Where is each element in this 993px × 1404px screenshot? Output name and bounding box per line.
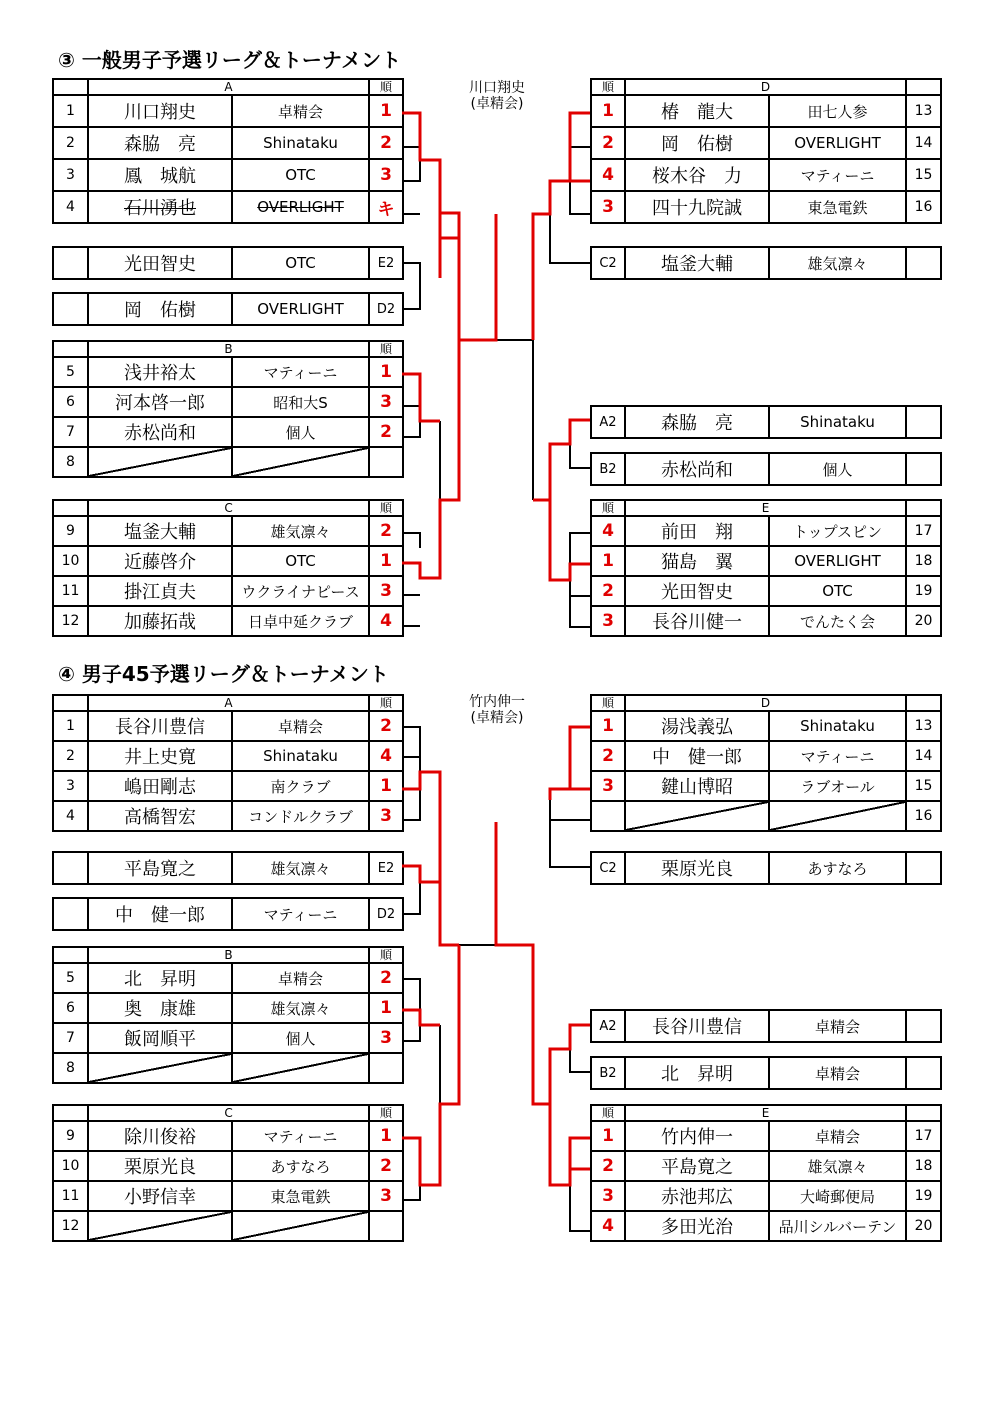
group-label: C: [88, 1105, 369, 1121]
player-rank: 1: [591, 1121, 625, 1151]
player-rank: 2: [369, 1151, 403, 1181]
player-rank: 2: [591, 576, 625, 606]
player-club: 雄気凛々: [769, 1151, 906, 1181]
player-name: 岡 佑樹: [625, 127, 769, 159]
player-number: 6: [53, 993, 88, 1023]
player-name: 岡 佑樹: [88, 293, 232, 325]
player-club: 卓精会: [232, 711, 369, 741]
player-club: 南クラブ: [232, 771, 369, 801]
player-rank: 2: [369, 711, 403, 741]
player-number: 20: [906, 606, 941, 636]
player-club: 日卓中延クラブ: [232, 606, 369, 636]
section-title: ④ 男子45予選リーグ＆トーナメント: [58, 662, 389, 686]
player-rank: 1: [591, 546, 625, 576]
player-rank: 2: [369, 417, 403, 447]
player-club: マティーニ: [232, 1121, 369, 1151]
group-label: E: [625, 500, 906, 516]
player-name: 栗原光良: [625, 852, 769, 884]
player-club: トップスピン: [769, 516, 906, 546]
player-club: Shinataku: [769, 711, 906, 741]
player-rank: 1: [369, 1121, 403, 1151]
player-name: 奥 康雄: [88, 993, 232, 1023]
player-name: 平島寛之: [88, 852, 232, 884]
player-rank: 3: [591, 191, 625, 223]
player-name: 長谷川健一: [625, 606, 769, 636]
player-rank: 3: [369, 576, 403, 606]
seed-code: D2: [369, 898, 403, 930]
player-club: Shinataku: [232, 741, 369, 771]
player-rank: 4: [591, 159, 625, 191]
player-rank: 1: [369, 546, 403, 576]
player-number: 15: [906, 771, 941, 801]
player-club: OTC: [232, 546, 369, 576]
player-club: OVERLIGHT: [769, 127, 906, 159]
player-club: マティーニ: [769, 741, 906, 771]
player-number: 11: [53, 576, 88, 606]
player-club: コンドルクラブ: [232, 801, 369, 831]
player-rank: 3: [591, 606, 625, 636]
player-name: 竹内伸一: [625, 1121, 769, 1151]
rank-header: 順: [369, 341, 403, 357]
player-club: OTC: [769, 576, 906, 606]
player-name: 長谷川豊信: [88, 711, 232, 741]
player-club: あすなろ: [769, 852, 906, 884]
player-rank: 2: [591, 741, 625, 771]
group-label: A: [88, 695, 369, 711]
player-club: ラブオール: [769, 771, 906, 801]
player-number: 13: [906, 95, 941, 127]
player-club: ウクライナピース: [232, 576, 369, 606]
player-number: 15: [906, 159, 941, 191]
rank-header: 順: [369, 695, 403, 711]
player-number: 8: [53, 1053, 88, 1083]
player-rank: 3: [369, 387, 403, 417]
champion-name: 竹内伸一: [469, 694, 525, 710]
rank-header: 順: [591, 79, 625, 95]
player-name: 嶋田剛志: [88, 771, 232, 801]
player-name: 桜木谷 力: [625, 159, 769, 191]
player-name: 湯浅義弘: [625, 711, 769, 741]
player-number: 3: [53, 159, 88, 191]
player-club: 東急電鉄: [769, 191, 906, 223]
player-club: マティーニ: [232, 898, 369, 930]
group-label: D: [625, 695, 906, 711]
rank-header: 順: [591, 1105, 625, 1121]
player-number: 18: [906, 546, 941, 576]
player-club: マティーニ: [232, 357, 369, 387]
champion-name: 川口翔史: [469, 80, 525, 96]
player-number: 14: [906, 741, 941, 771]
player-name: 井上史寛: [88, 741, 232, 771]
rank-header: 順: [591, 500, 625, 516]
player-number: 13: [906, 711, 941, 741]
player-rank: キ: [369, 191, 403, 223]
section-title: ③ 一般男子予選リーグ＆トーナメント: [58, 48, 402, 72]
player-club: 品川シルバーテン: [769, 1211, 906, 1241]
player-number: 12: [53, 1211, 88, 1241]
champion-club: (卓精会): [470, 96, 524, 112]
player-name: 除川俊裕: [88, 1121, 232, 1151]
player-club: 昭和大S: [232, 387, 369, 417]
player-name: 四十九院誠: [625, 191, 769, 223]
seed-code: A2: [591, 406, 625, 438]
player-number: 16: [906, 191, 941, 223]
champion-club: (卓精会): [470, 710, 524, 726]
player-number: 20: [906, 1211, 941, 1241]
player-rank: 4: [591, 516, 625, 546]
player-name: 栗原光良: [88, 1151, 232, 1181]
player-rank: 2: [591, 127, 625, 159]
player-club: OTC: [232, 247, 369, 279]
player-number: 11: [53, 1181, 88, 1211]
player-name: 小野信幸: [88, 1181, 232, 1211]
seed-code: C2: [591, 247, 625, 279]
player-number: 19: [906, 1181, 941, 1211]
player-number: 7: [53, 1023, 88, 1053]
group-label: C: [88, 500, 369, 516]
player-rank: 3: [591, 771, 625, 801]
seed-code: A2: [591, 1010, 625, 1042]
group-label: D: [625, 79, 906, 95]
player-number: 7: [53, 417, 88, 447]
seed-code: C2: [591, 852, 625, 884]
player-club: 雄気凛々: [232, 516, 369, 546]
player-name: 赤松尚和: [625, 453, 769, 485]
player-name: 光田智史: [625, 576, 769, 606]
player-number: 6: [53, 387, 88, 417]
player-name: 多田光治: [625, 1211, 769, 1241]
player-club: あすなろ: [232, 1151, 369, 1181]
player-number: 17: [906, 516, 941, 546]
player-number: 2: [53, 741, 88, 771]
rank-header: 順: [369, 947, 403, 963]
rank-header: 順: [369, 1105, 403, 1121]
player-number: 3: [53, 771, 88, 801]
player-number: 1: [53, 95, 88, 127]
player-rank: 3: [369, 801, 403, 831]
player-name: 椿 龍大: [625, 95, 769, 127]
player-name: 前田 翔: [625, 516, 769, 546]
player-club: 雄気凛々: [232, 852, 369, 884]
player-name: 森脇 亮: [88, 127, 232, 159]
player-rank: 3: [369, 1181, 403, 1211]
group-label: B: [88, 947, 369, 963]
player-rank: 2: [591, 1151, 625, 1181]
player-club: OVERLIGHT: [232, 191, 369, 223]
seed-code: E2: [369, 247, 403, 279]
player-club: でんたく会: [769, 606, 906, 636]
player-rank: 1: [369, 771, 403, 801]
player-name: 中 健一郎: [88, 898, 232, 930]
player-name: 北 昇明: [88, 963, 232, 993]
player-club: 個人: [232, 417, 369, 447]
player-number: 1: [53, 711, 88, 741]
rank-header: 順: [369, 500, 403, 516]
player-club: 卓精会: [769, 1057, 906, 1089]
player-name: 赤池邦広: [625, 1181, 769, 1211]
player-rank: 4: [591, 1211, 625, 1241]
player-number: 5: [53, 963, 88, 993]
rank-header: 順: [591, 695, 625, 711]
group-label: A: [88, 79, 369, 95]
player-club: 個人: [769, 453, 906, 485]
player-name: 長谷川豊信: [625, 1010, 769, 1042]
player-name: 赤松尚和: [88, 417, 232, 447]
player-number: 17: [906, 1121, 941, 1151]
player-name: 鳳 城航: [88, 159, 232, 191]
player-club: OVERLIGHT: [232, 293, 369, 325]
player-name: 川口翔史: [88, 95, 232, 127]
seed-code: B2: [591, 1057, 625, 1089]
player-number: 18: [906, 1151, 941, 1181]
player-name: 北 昇明: [625, 1057, 769, 1089]
player-name: 飯岡順平: [88, 1023, 232, 1053]
player-rank: 3: [591, 1181, 625, 1211]
player-name: 近藤啓介: [88, 546, 232, 576]
player-club: Shinataku: [769, 406, 906, 438]
player-rank: 1: [591, 711, 625, 741]
player-rank: 4: [369, 606, 403, 636]
seed-code: D2: [369, 293, 403, 325]
player-number: 12: [53, 606, 88, 636]
player-club: 雄気凛々: [232, 993, 369, 1023]
player-club: 卓精会: [769, 1121, 906, 1151]
player-name: 掛江貞夫: [88, 576, 232, 606]
player-name: 石川湧也: [88, 191, 232, 223]
player-club: 雄気凛々: [769, 247, 906, 279]
player-number: 2: [53, 127, 88, 159]
player-number: 9: [53, 1121, 88, 1151]
player-name: 光田智史: [88, 247, 232, 279]
player-club: 田七人参: [769, 95, 906, 127]
player-club: 卓精会: [769, 1010, 906, 1042]
player-number: 16: [906, 801, 941, 831]
player-rank: 2: [369, 127, 403, 159]
player-club: 個人: [232, 1023, 369, 1053]
player-number: 10: [53, 546, 88, 576]
player-name: 塩釜大輔: [88, 516, 232, 546]
seed-code: E2: [369, 852, 403, 884]
player-number: 4: [53, 191, 88, 223]
player-name: 猫島 翼: [625, 546, 769, 576]
player-name: 鍵山博昭: [625, 771, 769, 801]
player-number: 5: [53, 357, 88, 387]
player-rank: 3: [369, 159, 403, 191]
player-number: 8: [53, 447, 88, 477]
player-name: 塩釜大輔: [625, 247, 769, 279]
group-label: E: [625, 1105, 906, 1121]
player-number: 4: [53, 801, 88, 831]
player-number: 14: [906, 127, 941, 159]
player-club: 卓精会: [232, 95, 369, 127]
player-club: Shinataku: [232, 127, 369, 159]
player-name: 加藤拓哉: [88, 606, 232, 636]
player-name: 平島寛之: [625, 1151, 769, 1181]
rank-header: 順: [369, 79, 403, 95]
player-club: OVERLIGHT: [769, 546, 906, 576]
player-rank: 2: [369, 516, 403, 546]
seed-code: B2: [591, 453, 625, 485]
player-name: 河本啓一郎: [88, 387, 232, 417]
player-number: 9: [53, 516, 88, 546]
player-club: 卓精会: [232, 963, 369, 993]
player-number: 19: [906, 576, 941, 606]
player-name: 中 健一郎: [625, 741, 769, 771]
player-rank: 1: [369, 95, 403, 127]
player-name: 森脇 亮: [625, 406, 769, 438]
player-rank: 1: [369, 357, 403, 387]
player-rank: 1: [369, 993, 403, 1023]
player-club: 東急電鉄: [232, 1181, 369, 1211]
player-rank: 2: [369, 963, 403, 993]
player-club: マティーニ: [769, 159, 906, 191]
player-name: 高橋智宏: [88, 801, 232, 831]
group-label: B: [88, 341, 369, 357]
player-club: OTC: [232, 159, 369, 191]
player-rank: 1: [591, 95, 625, 127]
player-name: 浅井裕太: [88, 357, 232, 387]
player-number: 10: [53, 1151, 88, 1181]
player-rank: 4: [369, 741, 403, 771]
player-rank: 3: [369, 1023, 403, 1053]
player-club: 大崎郵便局: [769, 1181, 906, 1211]
